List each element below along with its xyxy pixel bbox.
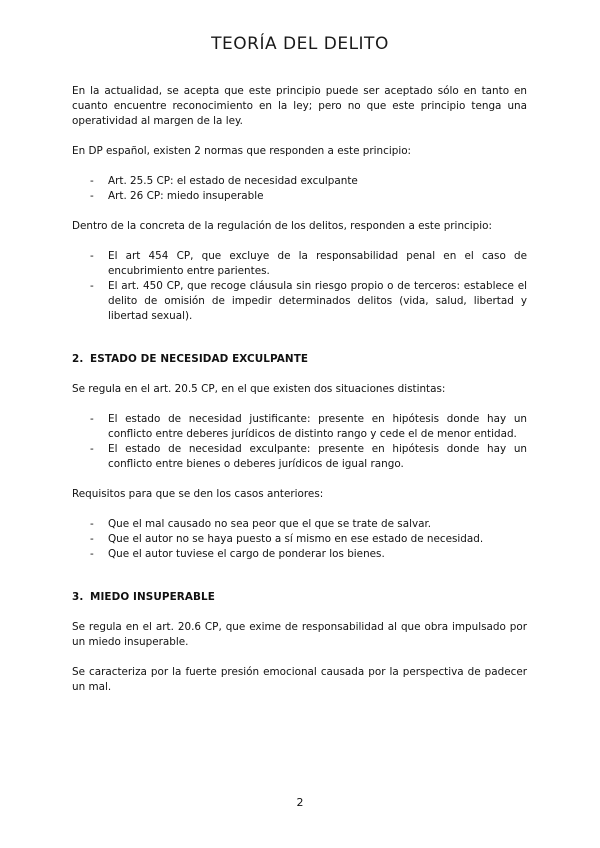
dash-marker: - <box>90 413 94 425</box>
list-item: - Art. 26 CP: miedo insuperable <box>90 190 264 202</box>
dp-norms-list <box>72 174 527 204</box>
regulation-paragraph: Dentro de la concreta de la regulación de los delitos, responden a este principio: <box>72 220 492 232</box>
dash-marker: - <box>90 190 94 202</box>
list-item: - Que el autor no se haya puesto a sí mismo en ese estado de necesidad. <box>90 533 484 545</box>
section-2-list <box>72 412 527 472</box>
page-content <box>72 84 527 695</box>
dp-paragraph: En DP español, existen 2 normas que responden a este principio: <box>72 145 412 157</box>
section-2-heading <box>72 352 527 367</box>
list-item: - El art. 450 CP, que recoge cláusula sin riesgo propio o de terceros: establece el delito de omisión de impedir determinados delitos (vida, salud, libertad y libertad sexual). <box>90 280 527 322</box>
list-item: - El estado de necesidad exculpante: presente en hipótesis donde hay un conflicto entre bienes o deberes jurídicos de igual rango. <box>90 443 527 470</box>
section-2-number: 2. <box>72 353 84 365</box>
dash-marker: - <box>90 280 94 292</box>
dash-marker: - <box>90 548 94 560</box>
requirements-list <box>72 517 527 562</box>
section-3-number: 3. <box>72 591 84 603</box>
section-3-paragraph-1: Se regula en el art. 20.6 CP, que exime de responsabilidad al que obra impulsado por un miedo insuperable. <box>72 621 527 648</box>
section-2-title: ESTADO DE NECESIDAD EXCULPANTE <box>90 353 309 365</box>
dash-marker: - <box>90 518 94 530</box>
dash-marker: - <box>90 443 94 455</box>
section-3-title: MIEDO INSUPERABLE <box>90 591 215 603</box>
list-item: - Art. 25.5 CP: el estado de necesidad exculpante <box>90 175 358 187</box>
list-item: - El estado de necesidad justificante: presente en hipótesis donde hay un conflicto entre deberes jurídicos de distinto rango y cede el de menor entidad. <box>90 413 527 440</box>
list-item: - Que el mal causado no sea peor que el que se trate de salvar. <box>90 518 432 530</box>
dash-marker: - <box>90 175 94 187</box>
requirements-paragraph: Requisitos para que se den los casos anteriores: <box>72 488 324 500</box>
page-number: 2 <box>296 796 304 809</box>
section-3-heading <box>72 590 527 605</box>
list-item: - El art 454 CP, que excluye de la responsabilidad penal en el caso de encubrimiento entre parientes. <box>90 250 527 277</box>
section-2-paragraph: Se regula en el art. 20.5 CP, en el que existen dos situaciones distintas: <box>72 383 446 395</box>
page-title: TEORÍA DEL DELITO <box>211 34 389 54</box>
regulation-list <box>72 249 527 324</box>
intro-paragraph: En la actualidad, se acepta que este principio puede ser aceptado sólo en tanto en cuanto encuentre reconocimiento en la ley; pero no que este principio tenga una operatividad al margen de la ley. <box>72 85 527 127</box>
section-3-paragraph-2: Se caracteriza por la fuerte presión emocional causada por la perspectiva de padecer un mal. <box>72 666 527 693</box>
list-item: - Que el autor tuviese el cargo de ponderar los bienes. <box>90 548 385 560</box>
dash-marker: - <box>90 533 94 545</box>
dash-marker: - <box>90 250 94 262</box>
